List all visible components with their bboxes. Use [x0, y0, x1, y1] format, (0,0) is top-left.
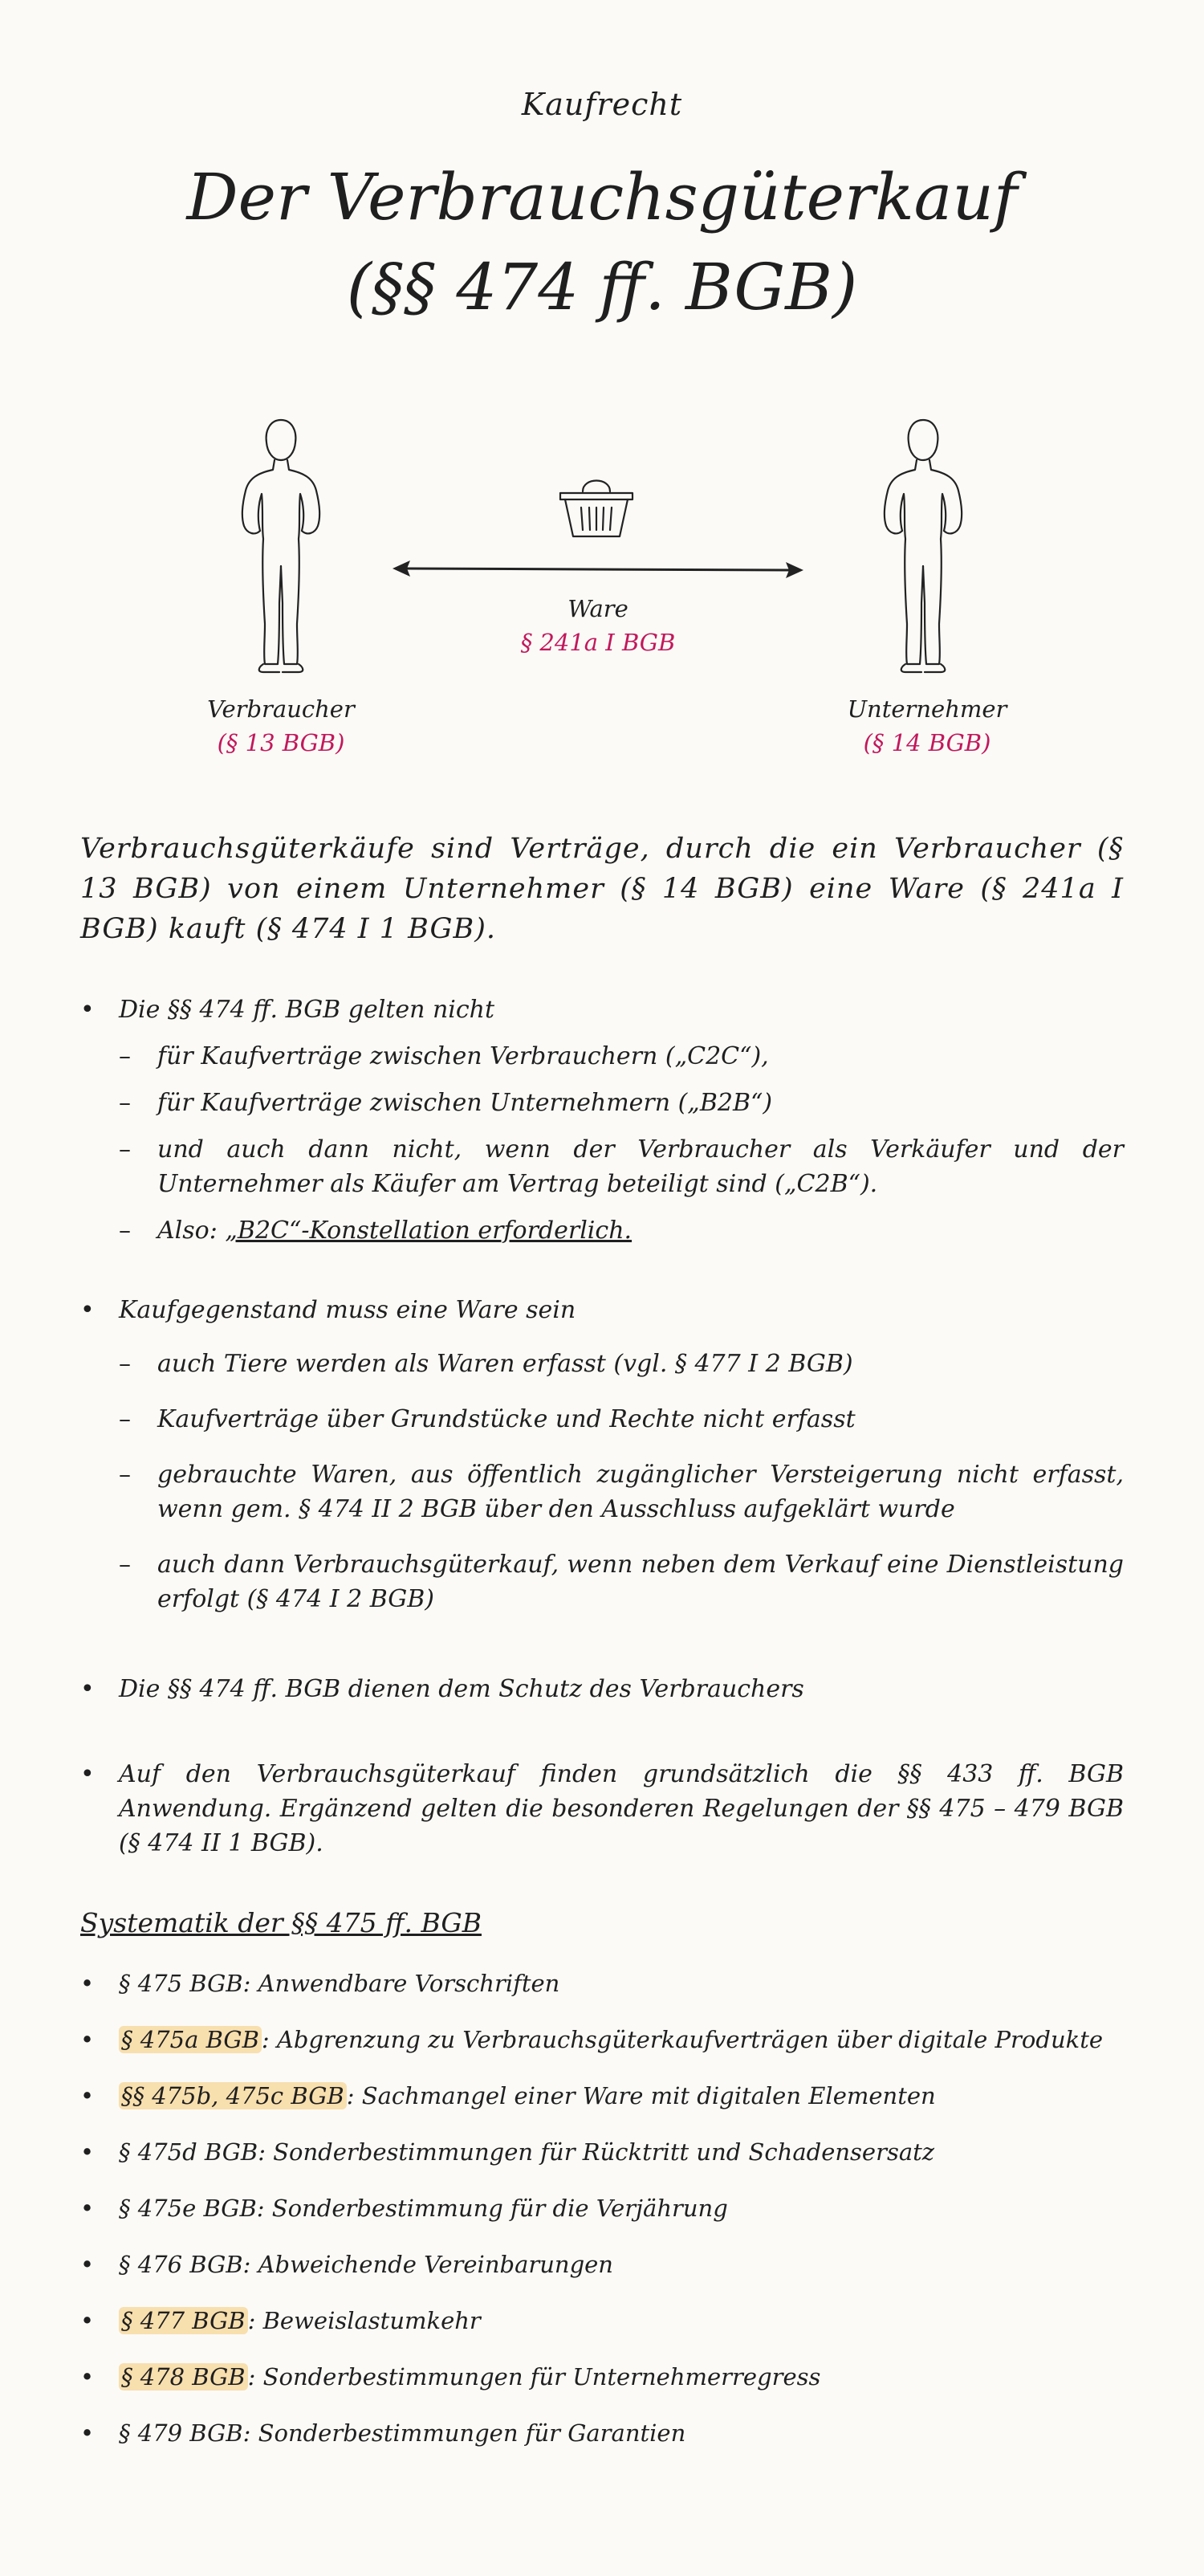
goods-subitem: – Kaufverträge über Grundstücke und Rechte nicht erfasst	[119, 1402, 1124, 1437]
protection-item: • Die §§ 474 ff. BGB dienen dem Schutz des Verbrauchers	[80, 1672, 1124, 1706]
systematik-item	[80, 2415, 1140, 2472]
definition-paragraph: Verbrauchsgüterkäufe sind Verträge, durch die ein Verbraucher (§ 13 BGB) von einem Unternehmer (§ 14 BGB) eine Ware (§ 241a I BGB) kauft (§ 474 I 1 BGB).	[80, 833, 1124, 945]
shopping-basket-icon	[552, 466, 641, 546]
application-list	[80, 1757, 1124, 1861]
consumer-caption	[161, 692, 401, 760]
systematik-ref: § 475 BGB	[119, 1970, 243, 1997]
systematik-text: : Sachmangel einer Ware mit digitalen Elementen	[346, 2082, 936, 2109]
goods-subitem: – auch Tiere werden als Waren erfasst (vgl. § 477 I 2 BGB)	[119, 1347, 1124, 1381]
systematik-item	[80, 2303, 1140, 2359]
systematik-text: : Sonderbestimmungen für Garantien	[242, 2419, 686, 2447]
person-icon	[217, 414, 345, 679]
systematik-item	[80, 2191, 1140, 2247]
systematik-ref: § 475e BGB	[119, 2195, 257, 2222]
also-prefix: Also:	[157, 1217, 226, 1245]
scope-list	[80, 992, 1124, 1248]
systematik-text: : Abweichende Vereinbarungen	[242, 2251, 613, 2278]
page-title	[0, 153, 1204, 332]
systematik-ref: § 476 BGB	[119, 2251, 243, 2278]
systematik-text: : Sonderbestimmung für die Verjährung	[256, 2195, 728, 2222]
systematik-ref: § 475d BGB	[119, 2138, 258, 2166]
kicker: Kaufrecht	[521, 87, 683, 122]
entrepreneur-caption	[791, 692, 1064, 760]
systematik-item	[80, 1966, 1140, 2022]
systematik-item	[80, 2247, 1140, 2303]
systematik-ref: § 478 BGB	[119, 2363, 248, 2391]
systematik-text: : Abgrenzung zu Verbrauchsgüterkaufverträgen über digitale Produkte	[261, 2026, 1104, 2053]
systematik-text: : Sonderbestimmungen für Unternehmerregress	[247, 2363, 821, 2391]
entrepreneur-reference: (§ 14 BGB)	[863, 729, 991, 756]
systematik-text: : Anwendbare Vorschriften	[242, 1970, 560, 1997]
scope-subitem: – und auch dann nicht, wenn der Verbraucher als Verkäufer und der Unternehmer als Käufer am Vertrag beteiligt sind („C2B“).	[119, 1132, 1124, 1201]
goods-subitem: – auch dann Verbrauchsgüterkauf, wenn neben dem Verkauf eine Dienstleistung erfolgt (§ 474 I 2 BGB)	[119, 1547, 1124, 1616]
systematik-item	[80, 2022, 1140, 2078]
systematik-text: : Beweislastumkehr	[247, 2307, 481, 2334]
systematik-text: : Sonderbestimmungen für Rücktritt und Schadensersatz	[258, 2138, 935, 2166]
systematik-item	[80, 2078, 1140, 2134]
person-icon	[859, 414, 987, 679]
page-title-line-1: Der Verbrauchsgüterkauf	[186, 160, 1018, 234]
application-item: • Auf den Verbrauchsgüterkauf finden grundsätzlich die §§ 433 ff. BGB Anwendung. Ergänzend gelten die besonderen Regelungen der §§ 475 – 479 BGB (§ 474 II 1 BGB).	[80, 1757, 1124, 1861]
scope-item	[80, 992, 1124, 1248]
ware-label: Ware	[567, 595, 628, 622]
consumer-figure	[217, 414, 345, 679]
systematik-item	[80, 2134, 1140, 2191]
entrepreneur-label: Unternehmer	[847, 695, 1007, 723]
exchange-arrow	[389, 554, 807, 586]
systematik-ref: § 479 BGB	[119, 2419, 243, 2447]
consumer-reference: (§ 13 BGB)	[217, 729, 345, 756]
scope-text: • Die §§ 474 ff. BGB gelten nicht	[119, 996, 495, 1024]
scope-subitem: – für Kaufverträge zwischen Verbrauchern („C2C“),	[119, 1039, 1124, 1074]
systematik-list	[80, 1966, 1140, 2472]
scope-sublist	[119, 1039, 1124, 1248]
also-underlined: „B2C“-Konstellation erforderlich.	[225, 1217, 633, 1245]
goods-text: • Kaufgegenstand muss eine Ware sein	[119, 1296, 576, 1324]
systematik-ref: §§ 475b, 475c BGB	[119, 2082, 347, 2109]
systematik-ref: § 477 BGB	[119, 2307, 248, 2334]
systematik-ref: § 475a BGB	[119, 2026, 262, 2053]
scope-subitem: – für Kaufverträge zwischen Unternehmern („B2B“)	[119, 1086, 1124, 1120]
protection-list	[80, 1672, 1124, 1706]
scope-subitem-also	[119, 1213, 1124, 1248]
goods-sublist	[119, 1347, 1124, 1616]
ware-caption	[482, 592, 714, 659]
systematik-heading: Systematik der §§ 475 ff. BGB	[80, 1907, 482, 1938]
goods-subitem: – gebrauchte Waren, aus öffentlich zugänglicher Versteigerung nicht erfasst, wenn gem. § 474 II 2 BGB über den Ausschluss aufgeklärt wurde	[119, 1457, 1124, 1526]
systematik-item	[80, 2359, 1140, 2415]
page-title-line-2: (§§ 474 ff. BGB)	[346, 250, 858, 324]
entrepreneur-figure	[859, 414, 987, 679]
goods-item	[80, 1293, 1124, 1616]
consumer-label: Verbraucher	[207, 695, 355, 723]
goods-list	[80, 1293, 1124, 1616]
ware-reference: § 241a I BGB	[520, 629, 676, 656]
